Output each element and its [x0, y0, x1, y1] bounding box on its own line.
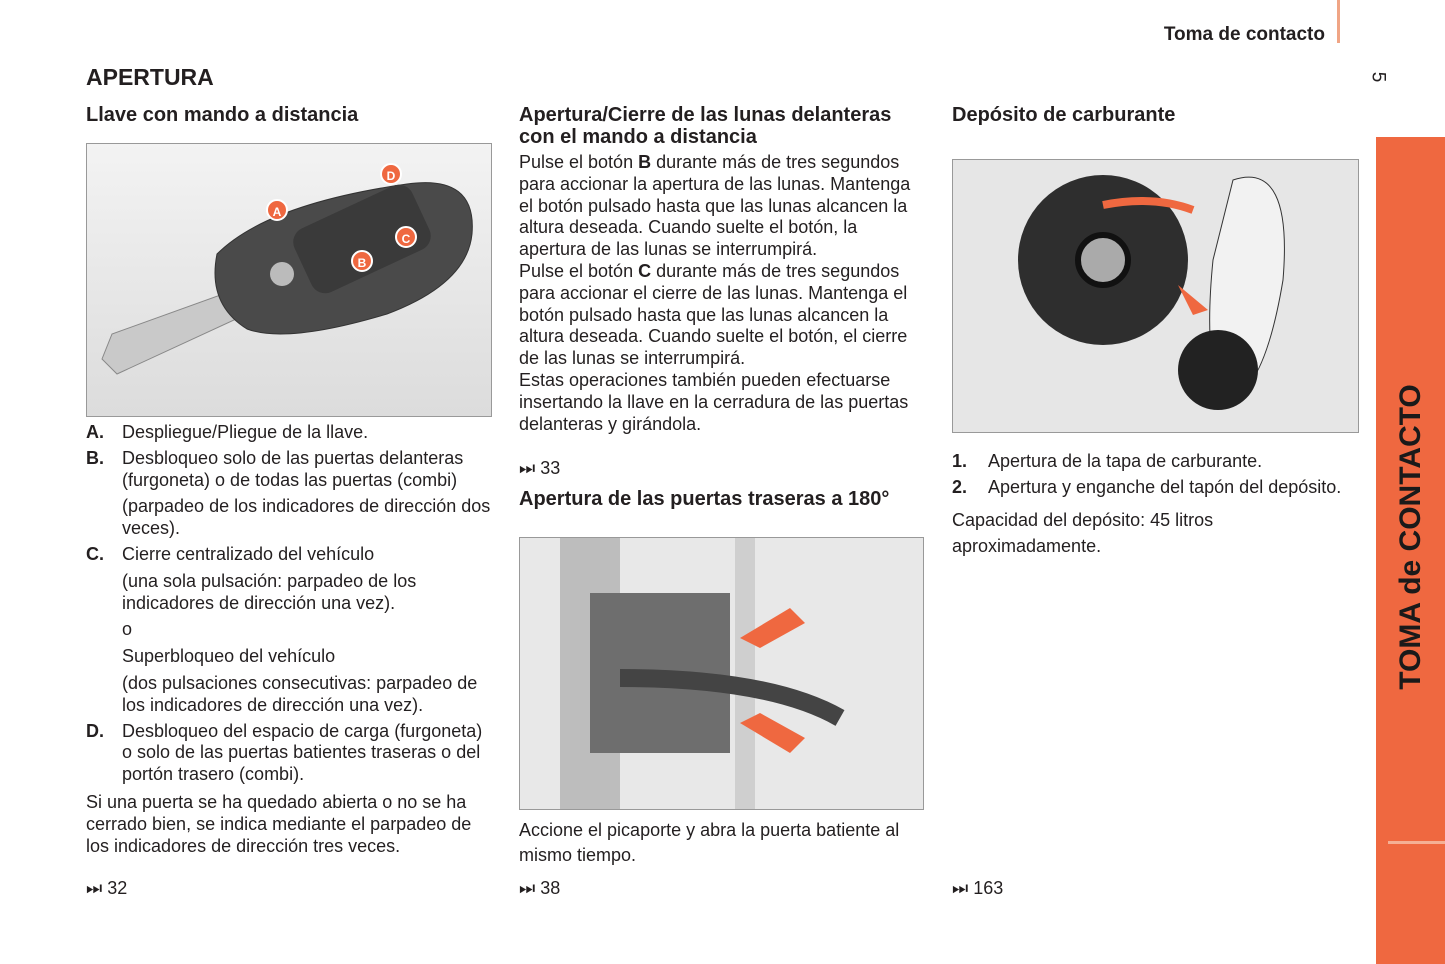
- list-item: [952, 451, 1359, 473]
- list-item: [952, 477, 1359, 499]
- page-reference-163: [952, 878, 1003, 899]
- column-key: [86, 64, 492, 857]
- list-item: [86, 544, 492, 566]
- column-fuel: [952, 104, 1359, 559]
- page-reference-32: [86, 878, 127, 899]
- badge-c: C: [395, 226, 417, 248]
- item-letter: A.: [86, 422, 104, 442]
- reference-icon: ⏭: [519, 878, 536, 898]
- page-reference-33: [519, 458, 924, 479]
- list-item: [86, 448, 492, 492]
- fuel-image: [952, 159, 1359, 433]
- list-item: [86, 422, 492, 444]
- badge-b: B: [351, 250, 373, 272]
- item-text: Apertura y enganche del tapón del depósito.: [988, 476, 1342, 497]
- key-function-list: [86, 422, 492, 786]
- reference-icon: ⏭: [952, 878, 969, 898]
- reference-link[interactable]: 32: [107, 878, 128, 898]
- rear-doors-caption: Accione el picaporte y abra la puerta batiente al mismo tiempo.: [519, 820, 900, 866]
- door-hinge-illustration: [520, 538, 924, 810]
- column-windows: [519, 104, 924, 868]
- item-letter: C.: [86, 543, 104, 564]
- key-image: [86, 143, 492, 417]
- item-letter: B.: [86, 447, 104, 468]
- badge-a: A: [266, 199, 288, 221]
- rear-doors-heading: Apertura de las puertas traseras a 180°: [519, 488, 890, 511]
- item-number: 1.: [952, 451, 968, 471]
- chapter-tab-label: TOMA de CONTACTO: [1393, 384, 1427, 690]
- badge-d: D: [380, 163, 402, 185]
- tab-divider: [1388, 841, 1445, 844]
- item-text: Apertura de la tapa de carburante.: [988, 451, 1263, 471]
- item-text: Cierre centralizado del vehículo: [122, 543, 375, 564]
- reference-icon: ⏭: [86, 878, 103, 898]
- page-number: 5: [1367, 71, 1389, 83]
- item-subtext: o: [122, 619, 133, 640]
- key-illustration: [87, 144, 491, 416]
- fuel-heading: Depósito de carburante: [952, 104, 1176, 126]
- fuel-cap-illustration: [953, 160, 1358, 432]
- item-subtext: (parpadeo de los indicadores de dirección dos veces).: [122, 496, 491, 539]
- header-divider: [1337, 0, 1340, 43]
- chapter-tab: [1376, 137, 1445, 964]
- item-text: Desbloqueo del espacio de carga (furgoneta) o solo de las puertas batientes traseras o del portón trasero (combi).: [122, 720, 483, 785]
- list-item: [86, 721, 492, 786]
- windows-para-3: Estas operaciones también pueden efectuarse insertando la llave en la cerradura de las puertas delanteras y girándola.: [519, 369, 909, 434]
- fuel-steps-list: [952, 451, 1359, 499]
- item-number: 2.: [952, 476, 968, 497]
- item-subtext: Superbloqueo del vehículo: [122, 646, 336, 667]
- reference-link[interactable]: 38: [540, 878, 561, 898]
- reference-link[interactable]: 163: [973, 878, 1004, 898]
- fuel-capacity: Capacidad del depósito: 45 litros aproximadamente.: [952, 509, 1214, 556]
- section-header: Toma de contacto: [1163, 24, 1325, 45]
- key-heading: Llave con mando a distancia: [86, 104, 359, 126]
- reference-link[interactable]: 33: [540, 458, 561, 479]
- door-note: Si una puerta se ha quedado abierta o no se ha cerrado bien, se indica mediante el parpadeo de los indicadores de dirección tres veces.: [86, 791, 472, 856]
- item-subtext: (una sola pulsación: parpadeo de los indicadores de dirección una vez).: [122, 570, 417, 613]
- item-text: Despliegue/Pliegue de la llave.: [122, 422, 369, 442]
- windows-para-1: Pulse el botón B durante más de tres segundos para accionar la apertura de las lunas. Mantenga el botón pulsado hasta que las lunas alcancen la altura deseada. Cuando suelte el botón, la apertura de las lunas se interrumpirá.: [519, 152, 911, 260]
- windows-para-2: Pulse el botón C durante más de tres segundos para accionar el cierre de las lunas. Mantenga el botón pulsado hasta que las lunas alcancen la altura deseada. Cuando suelte el botón, el cierre de las lunas se interrumpirá.: [519, 260, 908, 369]
- item-text: Desbloqueo solo de las puertas delanteras (furgoneta) o de todas las puertas (combi): [122, 447, 464, 490]
- page-title: APERTURA: [86, 64, 214, 90]
- reference-icon: ⏭: [519, 458, 536, 479]
- page-reference-38: [519, 878, 560, 899]
- item-subtext: (dos pulsaciones consecutivas: parpadeo de los indicadores de dirección una vez).: [122, 672, 478, 715]
- windows-heading: Apertura/Cierre de las lunas delanteras con el mando a distancia: [519, 104, 892, 148]
- item-letter: D.: [86, 720, 104, 741]
- rear-door-image: [519, 537, 924, 810]
